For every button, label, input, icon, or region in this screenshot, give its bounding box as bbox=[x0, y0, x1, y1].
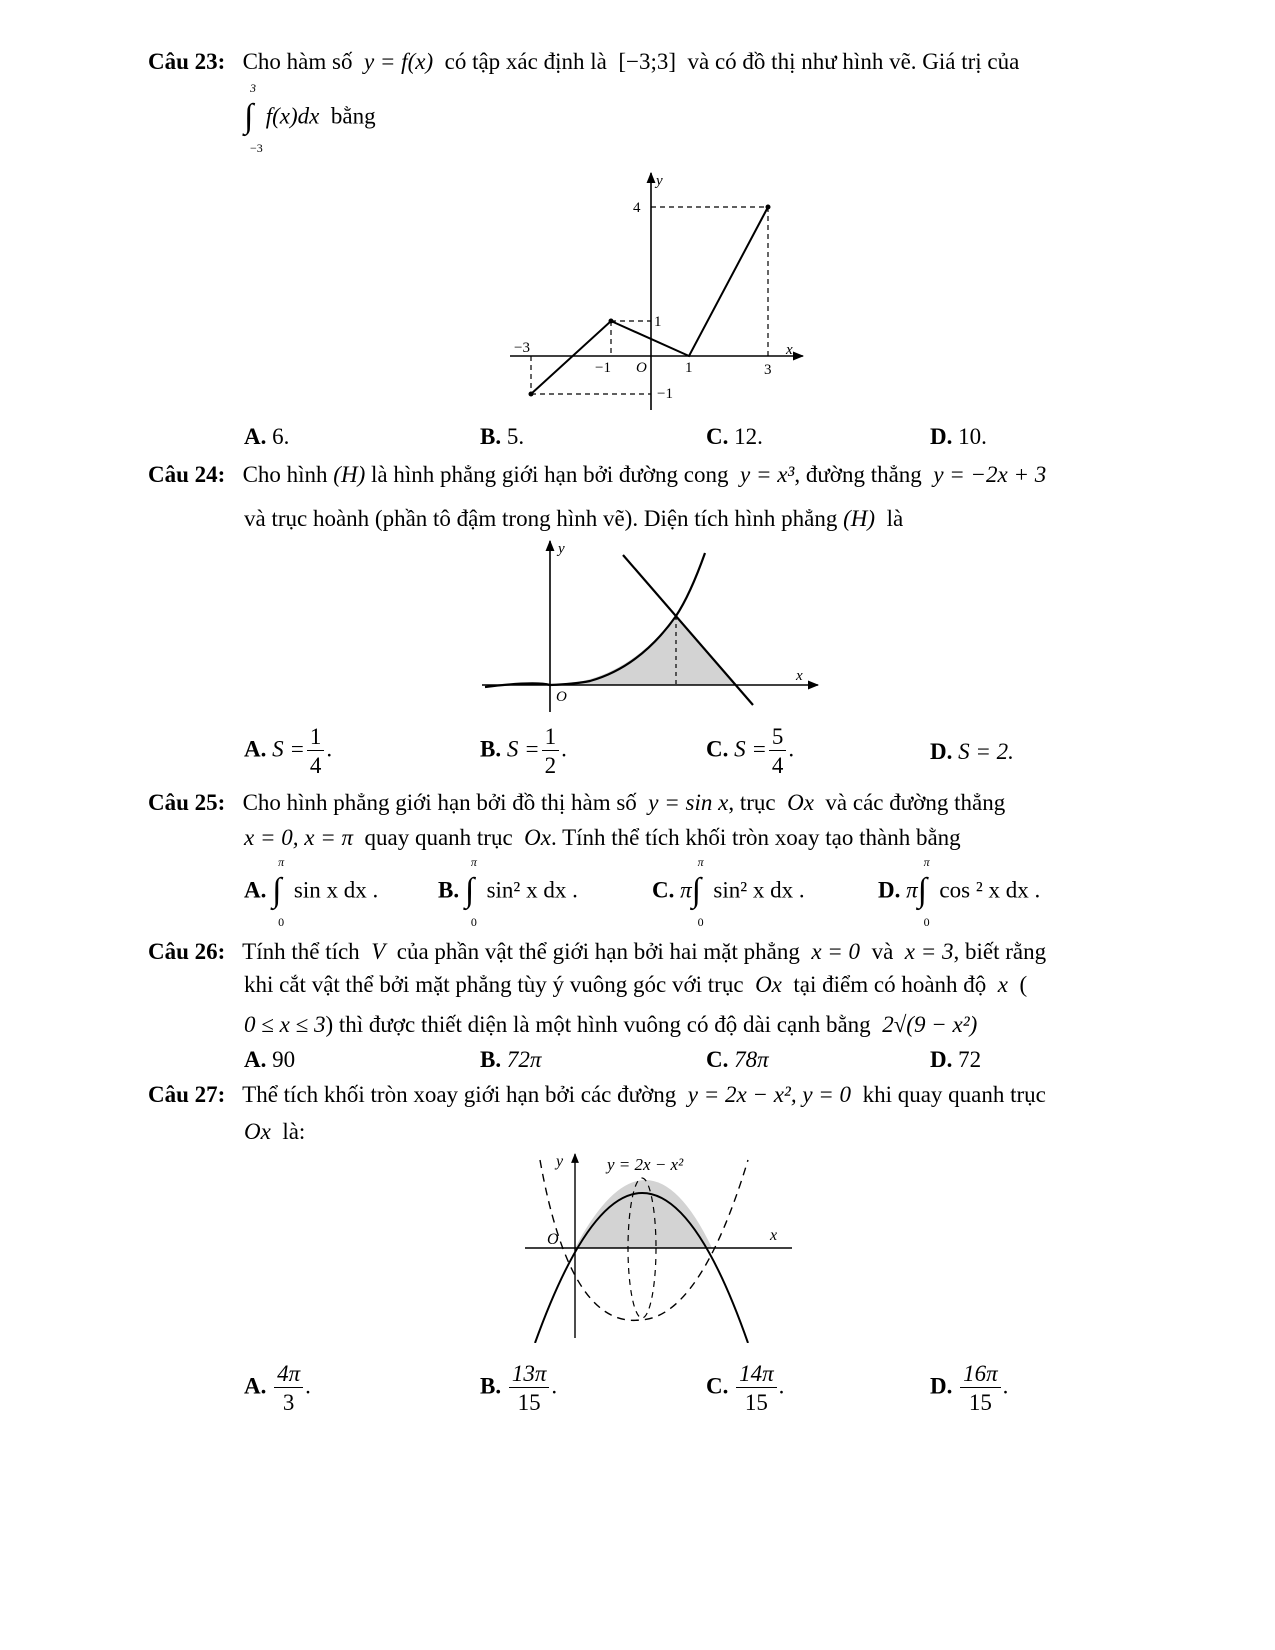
q25-label: Câu 25: bbox=[148, 790, 226, 815]
y-label: y bbox=[558, 541, 565, 557]
origin-label: O bbox=[556, 689, 567, 705]
q27-text: Thể tích khối tròn xoay giới hạn bởi các đường bbox=[242, 1082, 677, 1107]
q23-text: bằng bbox=[330, 103, 376, 129]
q24-line-eq: y = −2x + 3 bbox=[933, 462, 1047, 487]
q25-ox: Ox bbox=[787, 790, 814, 815]
x-label: x bbox=[796, 668, 803, 684]
q24-line2 bbox=[244, 507, 903, 530]
q23-fx: y = f(x) bbox=[363, 49, 434, 74]
q25-option-d[interactable]: D. π ∫ π 0 cos ² x dx . bbox=[878, 855, 1041, 929]
q26-side: 2√(9 − x²) bbox=[882, 1012, 978, 1037]
q26-x: x bbox=[997, 972, 1009, 997]
q25-line1 bbox=[148, 791, 1005, 814]
q23-text: Cho hàm số bbox=[242, 49, 353, 74]
q25-option-a[interactable]: A. ∫ π 0 sin x dx . bbox=[244, 855, 379, 929]
q25-text: Cho hình phẳng giới hạn bởi đồ thị hàm số bbox=[242, 790, 637, 815]
q26-text: ( bbox=[1019, 972, 1028, 997]
q26-option-b[interactable]: B. 72π bbox=[480, 1047, 542, 1072]
q25-line2 bbox=[244, 826, 961, 849]
q23-option-b[interactable]: B. 5. bbox=[480, 424, 525, 449]
q23-option-a[interactable]: A. 6. bbox=[244, 424, 290, 449]
curve-label: y = 2x − x² bbox=[607, 1155, 684, 1174]
q26-v: V bbox=[371, 939, 386, 964]
q25-text: và các đường thẳng bbox=[825, 790, 1006, 815]
x-label: x bbox=[770, 1227, 778, 1244]
q26-text: khi cắt vật thể bởi mặt phẳng tùy ý vuông góc với trục bbox=[244, 972, 744, 997]
q26-line1 bbox=[148, 940, 1046, 963]
q27-label: Câu 27: bbox=[148, 1082, 226, 1107]
q27-option-c[interactable]: C. $\frac{14\pi}{15}$ . bbox=[706, 1361, 785, 1415]
q24-option-b[interactable]: B. S = $\frac{1}{2}$ . bbox=[480, 724, 567, 778]
q23-graph bbox=[500, 165, 820, 420]
q24-curve: y = x³ bbox=[739, 462, 795, 487]
q23-label: Câu 23: bbox=[148, 49, 226, 74]
tick-label: 1 bbox=[685, 360, 693, 376]
q27-line2 bbox=[244, 1120, 305, 1143]
q26-ox: Ox bbox=[755, 972, 782, 997]
tick-label: 4 bbox=[633, 200, 641, 216]
q24-h: (H) bbox=[333, 462, 366, 487]
q24-line1 bbox=[148, 463, 1046, 486]
q23-line1 bbox=[148, 50, 1019, 73]
q27-line1 bbox=[148, 1083, 1046, 1106]
q24-text: và trục hoành (phần tô đậm trong hình vẽ). Diện tích hình phẳng bbox=[244, 506, 838, 531]
q23-text: và có đồ thị như hình vẽ. Giá trị của bbox=[687, 49, 1020, 74]
q26-option-d[interactable]: D. 72 bbox=[930, 1047, 982, 1072]
q25-text: . Tính thể tích khối tròn xoay tạo thành bằng bbox=[551, 825, 961, 850]
tick-label: 3 bbox=[764, 362, 772, 378]
integral-sign: ∫ 3 −3 bbox=[244, 81, 263, 155]
q27-ox: Ox bbox=[244, 1119, 271, 1144]
shaded-region bbox=[575, 1180, 712, 1248]
q23-option-c[interactable]: C. 12. bbox=[706, 424, 763, 449]
q24-option-a[interactable]: A. S = $\frac{1}{4}$ . bbox=[244, 724, 333, 778]
q26-x0: x = 0 bbox=[811, 939, 861, 964]
q24-option-c[interactable]: C. S = $\frac{5}{4}$ . bbox=[706, 724, 795, 778]
q25-bounds: x = 0, x = π bbox=[244, 825, 353, 850]
q23-domain: [−3;3] bbox=[618, 49, 677, 74]
q27-option-d[interactable]: D. $\frac{16\pi}{15}$ . bbox=[930, 1361, 1009, 1415]
q26-text: ) thì được thiết diện là một hình vuông có độ dài cạnh bằng bbox=[325, 1012, 871, 1037]
q26-option-c[interactable]: C. 78π bbox=[706, 1047, 769, 1072]
q25-text: , trục bbox=[728, 790, 776, 815]
q27-text: là: bbox=[282, 1119, 306, 1144]
q26-range: 0 ≤ x ≤ 3 bbox=[244, 1012, 326, 1037]
q26-text: tại điểm có hoành độ bbox=[793, 972, 987, 997]
tick-label: −1 bbox=[657, 386, 673, 402]
shaded-region bbox=[550, 616, 735, 685]
q25-option-b[interactable]: B. ∫ π 0 sin² x dx . bbox=[438, 855, 578, 929]
q24-h: (H) bbox=[843, 506, 876, 531]
q24-text: , đường thẳng bbox=[794, 462, 922, 487]
q24-label: Câu 24: bbox=[148, 462, 226, 487]
q24-option-d[interactable]: D. S = 2. bbox=[930, 739, 1014, 764]
q26-label: Câu 26: bbox=[148, 939, 226, 964]
q26-x3: x = 3 bbox=[904, 939, 954, 964]
q25-option-c[interactable]: C. π ∫ π 0 sin² x dx . bbox=[652, 855, 805, 929]
q24-text: là hình phẳng giới hạn bởi đường cong bbox=[370, 462, 729, 487]
q23-line2 bbox=[244, 81, 376, 155]
q27-curves: y = 2x − x², y = 0 bbox=[687, 1082, 852, 1107]
q26-line3 bbox=[244, 1013, 977, 1036]
q23-integrand: f(x)dx bbox=[265, 103, 320, 129]
q27-option-b[interactable]: B. $\frac{13\pi}{15}$ . bbox=[480, 1361, 558, 1415]
q26-text: , biết rằng bbox=[953, 939, 1047, 964]
q26-text: của phần vật thể giới hạn bởi hai mặt phẳng bbox=[396, 939, 800, 964]
q25-func: y = sin x bbox=[648, 790, 729, 815]
function-graph bbox=[531, 207, 768, 394]
q24-text: Cho hình bbox=[242, 462, 328, 487]
q26-line2 bbox=[244, 973, 1027, 996]
q27-option-a[interactable]: A. $\frac{4\pi}{3}$ . bbox=[244, 1361, 311, 1415]
q24-text: là bbox=[886, 506, 904, 531]
tick-label: −1 bbox=[595, 360, 611, 376]
q23-text: có tập xác định là bbox=[444, 49, 607, 74]
tick-label: −3 bbox=[514, 340, 530, 356]
q27-graph bbox=[520, 1148, 800, 1343]
origin-label: O bbox=[547, 1231, 559, 1248]
y-label: y bbox=[656, 173, 663, 189]
y-label: y bbox=[556, 1153, 564, 1170]
q26-text: Tính thể tích bbox=[242, 939, 360, 964]
q23-option-d[interactable]: D. 10. bbox=[930, 424, 987, 449]
q25-text: quay quanh trục bbox=[364, 825, 513, 850]
origin-label: O bbox=[636, 360, 647, 376]
q26-text: và bbox=[871, 939, 894, 964]
q25-ox: Ox bbox=[524, 825, 551, 850]
q24-graph bbox=[480, 535, 825, 715]
q27-text: khi quay quanh trục bbox=[862, 1082, 1046, 1107]
q26-option-a[interactable]: A. 90 bbox=[244, 1047, 296, 1072]
x-label: x bbox=[786, 342, 793, 358]
tick-label: 1 bbox=[654, 314, 662, 330]
